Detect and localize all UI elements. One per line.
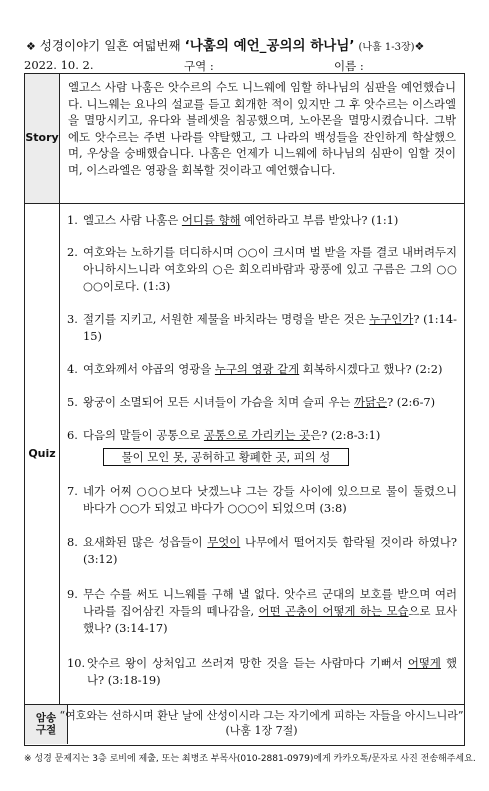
question-underline: 누구인가 [369,312,414,326]
quiz-question-2 [67,244,457,295]
quiz-content [59,204,464,704]
memory-verse-content [59,705,464,744]
question-underline: 어디를 향해 [181,213,241,227]
question-underline: 공통으로 가리키는 곳 [203,428,311,442]
question-text: 했나? (3:18-19) [87,656,457,687]
question-number: 6. [67,428,78,442]
question-text: 다음의 말들이 공통으로 [83,428,204,442]
quiz-question-8 [67,534,457,568]
question-number: 3. [67,312,78,326]
question-number: 7. [67,484,78,498]
title-prefix: 성경이야기 일흔 여덟번째 [39,38,181,53]
title-bold: ‘나훔의 예언_공의의 하나님’ [184,38,355,54]
question-text: 은? (2:8-3:1) [310,428,381,442]
memory-verse-text: “여호와는 선하시며 환난 날에 산성이시라 그는 자기에게 피하는 자들을 아시느니라” [59,709,464,722]
story-label: Story [25,74,60,203]
question-number: 10. [67,656,86,670]
memory-verse-reference: (나훔 1장 7절) [225,724,298,737]
question-number: 8. [67,535,78,549]
question-underline: 누구의 영광 같게 [214,362,300,376]
story-text: 엘고스 사람 나훔은 앗수르의 수도 니느웨에 임할 하나님의 심판을 예언했습니다. 니느웨는 요나의 설교를 듣고 회개한 적이 있지만 그 후 앗수르는 이스라엘을 멸망시키고, 유다와 블레셋을 침공했으며, 노아몬을 멸망시켰습니다. 그밖에도 앗수르는 주변 나라를 약탈했고, 그 나라의 백성들을 잔인하게 학살했으며, 우상을 숭배했습니다. 나훔은 언제가 니느웨에 하나님의 심판이 임할 것이며, 이스라엘은 영광을 회복할 것이라고 예언했습니다. [68,80,456,177]
question-text: 으로 묘사했나? (3:14-17) [83,604,457,635]
quiz-question-1 [67,212,457,229]
memory-verse-row [25,704,464,744]
question-underline: 까닭은 [354,395,388,409]
quiz-question-10 [67,655,457,689]
question-text: 예언하라고 부름 받았나? (1:1) [240,213,399,227]
question-text: 여호와께서 야곱의 영광을 [83,362,215,376]
date: 2022. 10. 2. [24,58,94,72]
question-text: ? (1:14-15) [83,312,457,343]
question-text: 왕궁이 소멸되어 모든 시녀들이 가슴을 치며 슬피 우는 [83,395,355,409]
question-underline: 어떤 곤충이 어떻게 하는 모습 [258,604,409,618]
question-number: 1. [67,213,78,227]
diamond-left-icon: ❖ [26,40,36,53]
question-number: 9. [67,587,78,601]
submission-note: ※ 성경 문제지는 3층 로비에 제출, 또는 최병조 부목사(010-2881-0979)에게 카카오톡/문자로 사진 전송해주세요. [24,754,476,764]
quiz-question-3 [67,311,457,345]
question-text: 절기를 지키고, 서원한 제물을 바치라는 명령을 받은 것은 [83,312,370,326]
title-reference: (나훔 1-3장) [358,42,415,53]
question-underline: 어떻게 [407,656,441,670]
quiz-question-5 [67,394,457,411]
quiz-question-6 [67,427,457,444]
story-row [25,74,464,203]
question-text: 요새화된 많은 성읍들이 [83,535,208,549]
quiz-question-9 [67,586,457,637]
quiz-row [25,203,464,704]
question-text: 회복하시겠다고 했나? (2:2) [299,362,443,376]
question-text: 네가 어찌 ○○○보다 낫겠느냐 그는 강들 사이에 있으므로 물이 둘렸으니 바다가 ○○가 되었고 바다가 ○○○이 되었으며 (3:8) [83,484,457,515]
memory-verse-label: 암송 구절 [25,705,68,744]
question-text: 엘고스 사람 나훔은 [83,213,182,227]
question-6-word-box: 물이 모인 못, 공허하고 황폐한 곳, 피의 성 [103,448,349,466]
quiz-question-4 [67,361,457,378]
question-number: 4. [67,362,78,376]
question-text: 여호와는 노하기를 더디하시며 ○○이 크시며 벌 받을 자를 결코 내버려두지 아니하시느니라 여호와의 ○은 회오리바람과 광풍에 있고 구름은 그의 ○○ ○○이로다. (1:3) [83,245,457,293]
class-field-label[interactable]: 구역 : [184,59,214,73]
diamond-right-icon: ❖ [414,40,425,53]
quiz-question-7 [67,483,457,517]
question-number: 5. [67,395,78,409]
question-text: 무슨 수를 써도 니느웨를 구해 낼 없다. 앗수르 군대의 보호를 받으며 여러 나라를 집어삼킨 자들의 떼나감을, [83,587,457,618]
quiz-label: Quiz [25,204,60,704]
story-content [59,74,464,203]
question-number: 2. [67,245,78,259]
question-underline: 무엇이 [207,535,241,549]
question-text: 나무에서 떨어지듯 함락될 것이라 하였나? (3:12) [83,535,457,566]
question-text: 앗수르 왕이 상처입고 쓰러져 망한 것을 듣는 사람마다 기뻐서 [87,656,408,670]
question-text: ? (2:6-7) [387,395,436,409]
worksheet-table [24,73,465,746]
name-field-label[interactable]: 이름 : [334,59,364,73]
worksheet-title [26,34,466,54]
